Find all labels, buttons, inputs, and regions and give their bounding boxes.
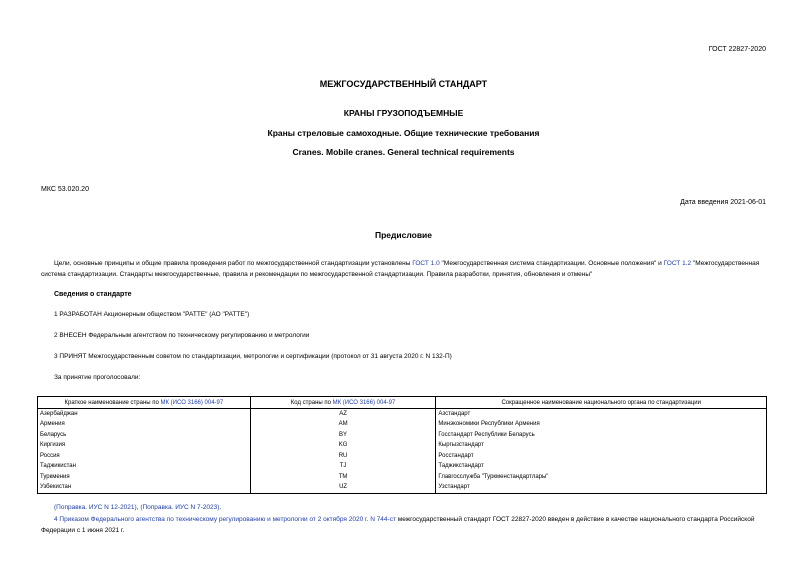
country-code-cell: TJ — [250, 462, 436, 473]
amendment-end: . — [219, 504, 222, 511]
gost-1-2-link[interactable]: ГОСТ 1.2 — [663, 260, 692, 267]
info-item-adopted: 3 ПРИНЯТ Межгосударственным советом по стандартизации, метрологии и сертификации (протокол от 31 августа 2020 г. N 132-П) — [54, 353, 452, 360]
country-code-cell: TM — [250, 472, 436, 483]
country-code-cell: UZ — [250, 483, 436, 494]
mk-iso-3166-link[interactable]: МК (ИСО 3166) 004-97 — [332, 399, 396, 406]
table-row — [38, 472, 767, 483]
standards-body-cell: Азстандарт — [436, 409, 767, 420]
standards-body-cell: Росстандарт — [436, 451, 767, 462]
standard-type-heading: МЕЖГОСУДАРСТВЕННЫЙ СТАНДАРТ — [319, 79, 488, 89]
table-row — [38, 420, 767, 431]
country-name-cell: Узбекистан — [38, 483, 251, 494]
amendment-separator: , — [136, 504, 141, 511]
country-name-cell: Армения — [38, 420, 251, 431]
country-code-cell: KG — [250, 441, 436, 452]
document-title-english: Cranes. Mobile cranes. General technical requirements — [292, 147, 515, 157]
enactment-paragraph — [41, 514, 768, 536]
info-item-voted: За принятие проголосовали: — [54, 374, 141, 381]
country-code-cell: BY — [250, 430, 436, 441]
country-code-cell: AM — [250, 420, 436, 431]
amendment-link-2023[interactable]: (Поправка. ИУС N 7-2023) — [140, 504, 220, 511]
document-code: ГОСТ 22827-2020 — [708, 46, 766, 53]
standards-body-cell: Госстандарт Республики Беларусь — [436, 430, 767, 441]
foreword-heading: Предисловие — [374, 230, 433, 240]
country-code-cell: RU — [250, 451, 436, 462]
voting-countries-table — [37, 396, 767, 494]
enactment-text: межгосударственный стандарт ГОСТ 22827-2020 введен в действие в качестве национального стандарта Российской Федерации с 1 июня 2021 г. — [41, 516, 755, 534]
amendment-link-2021[interactable]: (Поправка. ИУС N 12-2021) — [54, 504, 137, 511]
introduction-date: Дата введения 2021-06-01 — [680, 199, 766, 206]
table-row — [38, 451, 767, 462]
standards-body-cell: Таджикстандарт — [436, 462, 767, 473]
table-header-row — [38, 397, 767, 409]
standards-body-cell: Кыргызстандарт — [436, 441, 767, 452]
foreword-text-part1: Цели, основные принципы и общие правила проведения работ по межгосударственной стандартизации установлены — [54, 260, 413, 267]
rosstandart-order-link[interactable]: 4 Приказом Федерального агентства по техническому регулированию и метрологии от 2 октября 2020 г. N 744-ст — [54, 516, 396, 523]
document-title: КРАНЫ ГРУЗОПОДЪЕМНЫЕ — [343, 108, 464, 118]
column-header-country-text: Краткое наименование страны по — [64, 399, 161, 406]
info-item-developed: 1 РАЗРАБОТАН Акционерным обществом "РАТТЕ" (АО "РАТТЕ") — [54, 311, 250, 318]
document-subtitle: Краны стреловые самоходные. Общие технические требования — [267, 128, 540, 138]
country-code-cell: AZ — [250, 409, 436, 420]
standards-body-cell: Главгосслужба "Туркменстандартлары" — [436, 472, 767, 483]
foreword-paragraph — [41, 258, 768, 280]
foreword-text-part2: "Межгосударственная система стандартизации. Основные положения" и — [439, 260, 664, 267]
mks-code: МКС 53.020.20 — [41, 186, 89, 193]
table-row — [38, 483, 767, 494]
country-name-cell: Таджикистан — [38, 462, 251, 473]
info-item-submitted: 2 ВНЕСЕН Федеральным агентством по техническому регулированию и метрологии — [54, 332, 310, 339]
column-header-code-text: Код страны по — [290, 399, 333, 406]
standards-body-cell: Узстандарт — [436, 483, 767, 494]
table-row — [38, 430, 767, 441]
table-row — [38, 409, 767, 420]
standard-info-heading: Сведения о стандарте — [54, 291, 132, 298]
country-name-cell: Азербайджан — [38, 409, 251, 420]
column-header-body: Сокращенное наименование национального органа по стандартизации — [436, 397, 767, 409]
country-name-cell: Россия — [38, 451, 251, 462]
amendments-line — [54, 504, 221, 511]
mk-iso-3166-link[interactable]: МК (ИСО 3166) 004-97 — [160, 399, 224, 406]
standards-body-cell: Минэкономики Республики Армения — [436, 420, 767, 431]
column-header-code — [250, 397, 436, 409]
country-name-cell: Туркмения — [38, 472, 251, 483]
country-name-cell: Киргизия — [38, 441, 251, 452]
country-name-cell: Беларусь — [38, 430, 251, 441]
table-row — [38, 462, 767, 473]
table-row — [38, 441, 767, 452]
gost-1-0-link[interactable]: ГОСТ 1.0 — [412, 260, 440, 267]
foreword-text-part3: "Межгосударственная система стандартизации. Стандарты межгосударственные, правила и рекомендации по межгосударственной стандартизации. Правила разработки, принятия, обновления и отмены" — [41, 260, 760, 278]
column-header-country — [38, 397, 251, 409]
